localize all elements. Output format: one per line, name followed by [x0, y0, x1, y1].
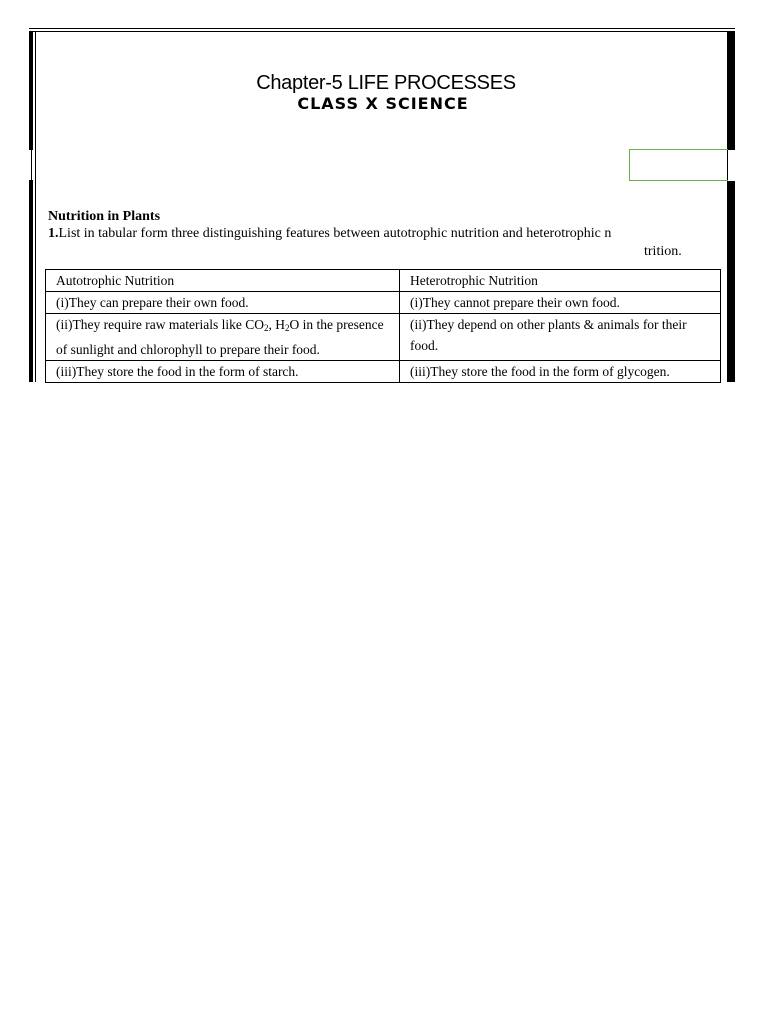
- question-text: List in tabular form three distinguishing features between autotrophic nutrition and heterotrophic n: [58, 226, 612, 241]
- header-heterotrophic: Heterotrophic Nutrition: [400, 270, 721, 292]
- table-header-row: [46, 270, 721, 292]
- table-cell: (i)They can prepare their own food.: [46, 292, 400, 314]
- section-heading: Nutrition in Plants: [48, 209, 161, 224]
- left-frame-gap: [29, 150, 35, 180]
- subscript: 2: [285, 323, 290, 333]
- table-cell: (ii)They depend on other plants & animals for their food.: [400, 314, 721, 361]
- table-row: [46, 292, 721, 314]
- subscript: 2: [264, 323, 269, 333]
- question-text-wrap: trition.: [644, 244, 682, 259]
- table-row: [46, 361, 721, 383]
- table-cell: [46, 314, 400, 361]
- cell-text: O in the presence of sunlight and chlorophyll to prepare their food.: [56, 317, 384, 357]
- table-cell: (iii)They store the food in the form of starch.: [46, 361, 400, 383]
- table-cell: (iii)They store the food in the form of glycogen.: [400, 361, 721, 383]
- page-subtitle: CLASS X SCIENCE: [297, 94, 469, 113]
- page-title: Chapter-5 LIFE PROCESSES: [256, 72, 516, 94]
- top-rule-outer: [29, 28, 735, 29]
- cell-text: , H: [268, 317, 286, 332]
- question-number: 1.: [48, 226, 59, 241]
- right-frame-gap: [728, 150, 735, 181]
- table-cell: (i)They cannot prepare their own food.: [400, 292, 721, 314]
- table-row: [46, 314, 721, 361]
- empty-text-box: [629, 149, 728, 181]
- question-1: [48, 226, 611, 242]
- left-frame-border: [29, 31, 33, 382]
- top-rule-inner: [29, 31, 735, 32]
- header-autotrophic: Autotrophic Nutrition: [46, 270, 400, 292]
- left-frame-gap-line: [31, 150, 32, 181]
- cell-text: (ii)They require raw materials like CO: [56, 317, 265, 332]
- comparison-table: [45, 269, 721, 383]
